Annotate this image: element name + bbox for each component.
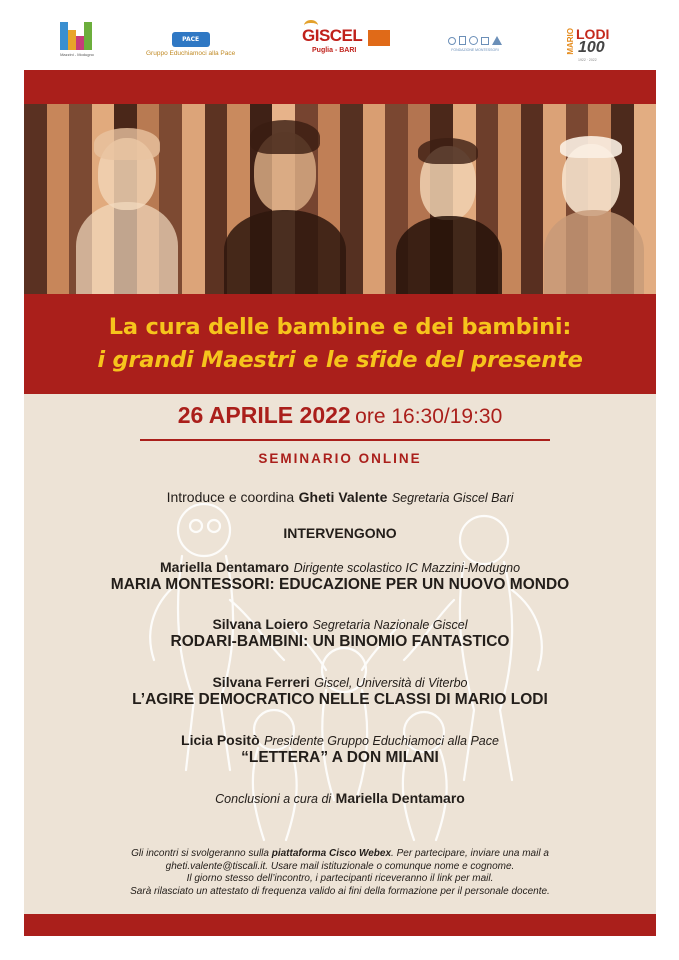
speaker-role: Presidente Gruppo Educhiamoci alla Pace bbox=[264, 734, 499, 748]
lodi-years-text: 1922 · 2022 bbox=[578, 58, 597, 62]
talk-title-3: L’AGIRE DEMOCRATICO NELLE CLASSI DI MARIO LODI bbox=[132, 691, 548, 708]
speaker-role: Segretaria Nazionale Giscel bbox=[312, 618, 468, 632]
event-format: SEMINARIO ONLINE bbox=[258, 451, 422, 466]
date-divider bbox=[140, 439, 550, 441]
speakers-heading: INTERVENGONO bbox=[283, 525, 397, 541]
mario-lodi-100-logo bbox=[566, 26, 618, 64]
portrait-lodi bbox=[544, 110, 644, 294]
top-red-band bbox=[24, 70, 656, 104]
event-datetime bbox=[24, 402, 656, 429]
mazzini-caption: Mazzini - Modugno bbox=[60, 52, 94, 57]
speaker-role: Dirigente scolastico IC Mazzini-Modugno bbox=[293, 561, 521, 575]
portrait-milani bbox=[394, 110, 504, 294]
shapes-icon bbox=[448, 36, 502, 45]
mazzini-modugno-logo bbox=[60, 22, 94, 57]
montessori-caption: FONDAZIONE MONTESSORI bbox=[451, 48, 499, 52]
talk-title-2: RODARI-BAMBINI: UN BINOMIO FANTASTICO bbox=[170, 633, 510, 650]
portrait-rodari bbox=[220, 110, 350, 294]
footer-line-4: Sarà rilasciato un attestato di frequenza valido ai fini della formazione per il personale docente. bbox=[130, 885, 550, 897]
educhiamoci-pace-logo bbox=[146, 32, 235, 57]
conclusion-line bbox=[24, 790, 656, 808]
title-band bbox=[24, 294, 656, 394]
title-line-1: La cura delle bambine e dei bambini: bbox=[108, 314, 572, 340]
footer-text: Gli incontri si svolgeranno sulla bbox=[131, 848, 269, 859]
speaker-name: Licia Positò bbox=[181, 732, 260, 748]
dove-badge-icon: PACE bbox=[172, 32, 210, 47]
poster bbox=[24, 70, 656, 936]
intro-line bbox=[24, 489, 656, 507]
giscel-tag-icon bbox=[368, 30, 390, 46]
footer-text: . Per partecipare, inviare una mail a bbox=[391, 848, 549, 859]
montessori-foundation-logo bbox=[448, 36, 502, 52]
speaker-2 bbox=[24, 616, 656, 634]
intro-prefix: Introduce e coordina bbox=[166, 489, 295, 505]
talk-title-1: MARIA MONTESSORI: EDUCAZIONE PER UN NUOVO MONDO bbox=[110, 576, 570, 593]
partner-logos bbox=[0, 0, 679, 80]
intro-role: Segretaria Giscel Bari bbox=[391, 491, 514, 505]
m-letter-icon bbox=[60, 22, 94, 50]
footer-platform: piattaforma Cisco Webex bbox=[271, 848, 392, 859]
footer-line-1 bbox=[24, 848, 656, 861]
title-line-2: i grandi Maestri e le sfide del presente bbox=[97, 347, 583, 373]
speaker-3 bbox=[24, 674, 656, 692]
speaker-name: Silvana Ferreri bbox=[212, 674, 310, 690]
pace-name: Gruppo Educhiamoci alla Pace bbox=[146, 50, 236, 57]
conclusion-name: Mariella Dentamaro bbox=[335, 790, 465, 806]
intro-name: Gheti Valente bbox=[298, 489, 388, 505]
speaker-1 bbox=[24, 559, 656, 577]
portrait-montessori bbox=[72, 110, 182, 294]
giscel-wordmark: GISCEL bbox=[302, 26, 363, 45]
lodi-mario-text: MARIO bbox=[566, 28, 575, 55]
speakers-heading-row bbox=[24, 525, 656, 543]
lodi-100-text: 100 bbox=[578, 39, 605, 56]
event-time: ore 16:30/19:30 bbox=[355, 405, 503, 428]
footer-line-2: gheti.valente@tiscali.it. Usare mail istituzionale o comunque nome e cognome. bbox=[165, 860, 515, 872]
event-date: 26 APRILE 2022 bbox=[177, 402, 351, 428]
conclusion-prefix: Conclusioni a cura di bbox=[215, 792, 332, 806]
lodi-name-text: LODI bbox=[576, 26, 610, 42]
footer-info bbox=[24, 848, 656, 898]
speaker-role: Giscel, Università di Viterbo bbox=[314, 676, 468, 690]
giscel-logo bbox=[302, 26, 362, 54]
speaker-name: Mariella Dentamaro bbox=[159, 559, 290, 575]
speaker-name: Silvana Loiero bbox=[212, 616, 309, 632]
talk-title-4: “LETTERA” A DON MILANI bbox=[241, 749, 439, 766]
bottom-red-band bbox=[24, 914, 656, 936]
footer-line-3: Il giorno stesso dell’incontro, i partecipanti riceveranno il link per mail. bbox=[186, 873, 494, 884]
speaker-4 bbox=[24, 732, 656, 750]
giscel-subtitle: Puglia - BARI bbox=[312, 47, 357, 54]
